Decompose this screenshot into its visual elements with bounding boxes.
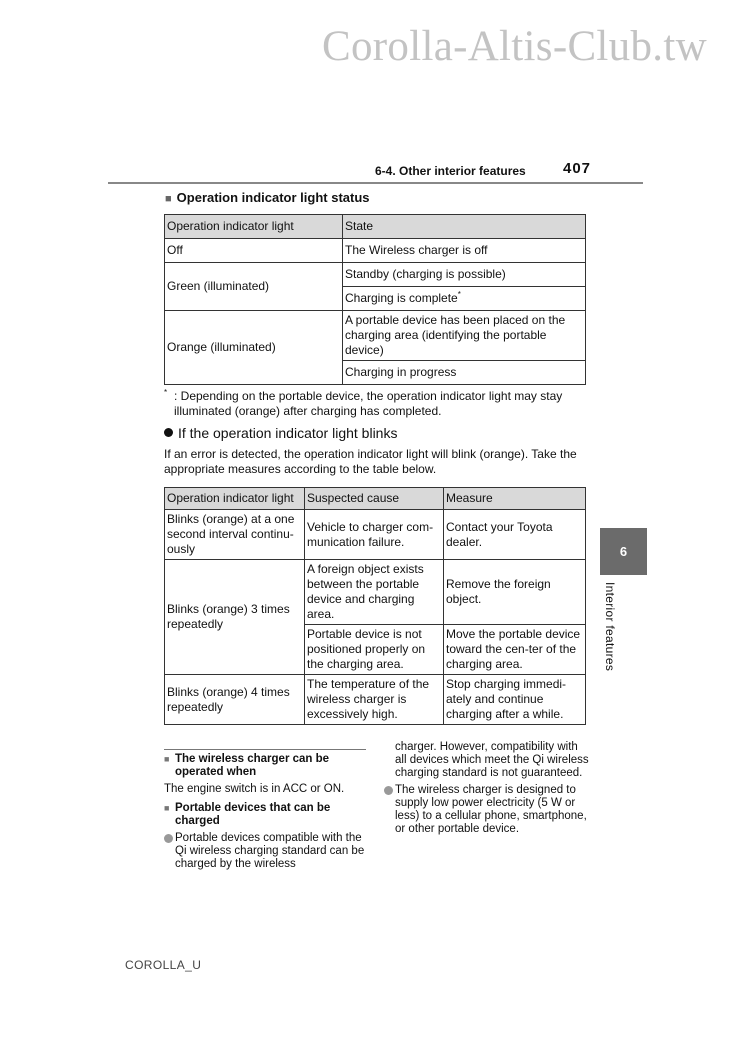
measure-cell: Contact your Toyota dealer. bbox=[444, 510, 586, 560]
cause-cell: A foreign object exists between the portable device and charging area. bbox=[305, 560, 444, 625]
bullet-text: Portable devices compatible with the Qi wireless charging standard can be charged by the wireless bbox=[175, 832, 365, 870]
bullet-dot-icon bbox=[164, 834, 173, 843]
blink-intro: If an error is detected, the operation indicator light will blink (orange). Take the appropriate measures according to the table below. bbox=[164, 447, 577, 476]
footnote-marker: * bbox=[457, 290, 461, 299]
light-cell: Blinks (orange) 4 times repeatedly bbox=[165, 675, 305, 725]
subheading-text: Portable devices that can be charged bbox=[175, 802, 331, 827]
bullet-continuation: charger. However, compatibility with all devices which meet the Qi wireless charging standard is not guaranteed. bbox=[395, 741, 589, 779]
state-cell bbox=[343, 287, 586, 311]
cause-cell: Portable device is not positioned properly on the charging area. bbox=[305, 625, 444, 675]
square-bullet-icon: ■ bbox=[165, 193, 172, 205]
measure-cell: Stop charging immedi-ately and continue charging after a while. bbox=[444, 675, 586, 725]
footnote bbox=[164, 389, 589, 419]
cause-cell: The temperature of the wireless charger is excessively high. bbox=[305, 675, 444, 725]
bullet-dot-icon bbox=[164, 428, 173, 437]
table-header-row bbox=[165, 488, 586, 510]
header-cell: Operation indicator light bbox=[165, 488, 305, 510]
light-cell: Orange (illuminated) bbox=[165, 311, 343, 385]
divider bbox=[164, 749, 366, 750]
blink-troubleshoot-table bbox=[164, 487, 586, 725]
chapter-label: Interior features bbox=[603, 582, 617, 672]
chapter-tab: 6 bbox=[600, 528, 647, 575]
table-row bbox=[165, 560, 586, 625]
bullet-item bbox=[384, 784, 590, 836]
table-row bbox=[165, 675, 586, 725]
table-row bbox=[165, 263, 586, 287]
footnote-text: : Depending on the portable device, the operation indicator light may stay illuminated (orange) after charging has completed. bbox=[174, 389, 563, 418]
subheading bbox=[164, 802, 370, 828]
note-text: The engine switch is in ACC or ON. bbox=[164, 783, 345, 795]
bullet-dot-icon bbox=[384, 786, 393, 795]
subheading bbox=[164, 753, 370, 779]
page-number: 407 bbox=[563, 160, 592, 177]
header-cell: Measure bbox=[444, 488, 586, 510]
watermark: Corolla-Altis-Club.tw bbox=[322, 23, 707, 70]
blink-heading bbox=[164, 425, 397, 441]
header-rule bbox=[108, 182, 643, 184]
subheading-text: The wireless charger can be operated when bbox=[175, 753, 330, 778]
indicator-status-table bbox=[164, 214, 586, 385]
light-cell: Green (illuminated) bbox=[165, 263, 343, 311]
table-row bbox=[165, 311, 586, 361]
blink-heading-text: If the operation indicator light blinks bbox=[178, 425, 398, 441]
state-cell: Standby (charging is possible) bbox=[343, 263, 586, 287]
table-row bbox=[165, 510, 586, 560]
state-cell: A portable device has been placed on the charging area (identifying the portable device) bbox=[343, 311, 586, 361]
measure-cell: Remove the foreign object. bbox=[444, 560, 586, 625]
section-title bbox=[165, 190, 370, 205]
section-header: 6-4. Other interior features bbox=[375, 164, 526, 178]
notes-left-column bbox=[164, 749, 370, 871]
measure-cell: Move the portable device toward the cen-ter of the charging area. bbox=[444, 625, 586, 675]
header-cell: Suspected cause bbox=[305, 488, 444, 510]
state-text: Charging is complete bbox=[345, 291, 458, 305]
bullet-text: The wireless charger is designed to supply low power electricity (5 W or less) to a cellular phone, smartphone, or other portable device. bbox=[395, 784, 587, 835]
footnote-marker: * bbox=[164, 388, 168, 397]
state-cell: Charging in progress bbox=[343, 361, 586, 385]
bullet-item bbox=[164, 832, 370, 871]
header-cell: Operation indicator light bbox=[165, 215, 343, 239]
light-cell: Off bbox=[165, 239, 343, 263]
header-cell: State bbox=[343, 215, 586, 239]
table-row bbox=[165, 239, 586, 263]
table-header-row bbox=[165, 215, 586, 239]
cause-cell: Vehicle to charger com-munication failure. bbox=[305, 510, 444, 560]
notes-right-column bbox=[384, 741, 590, 836]
light-cell: Blinks (orange) at a one second interval continu-ously bbox=[165, 510, 305, 560]
square-bullet-icon: ■ bbox=[164, 803, 170, 813]
footer-code: COROLLA_U bbox=[125, 958, 202, 972]
section-title-text: Operation indicator light status bbox=[176, 190, 370, 205]
light-cell: Blinks (orange) 3 times repeatedly bbox=[165, 560, 305, 675]
square-bullet-icon: ■ bbox=[164, 754, 170, 764]
state-cell: The Wireless charger is off bbox=[343, 239, 586, 263]
